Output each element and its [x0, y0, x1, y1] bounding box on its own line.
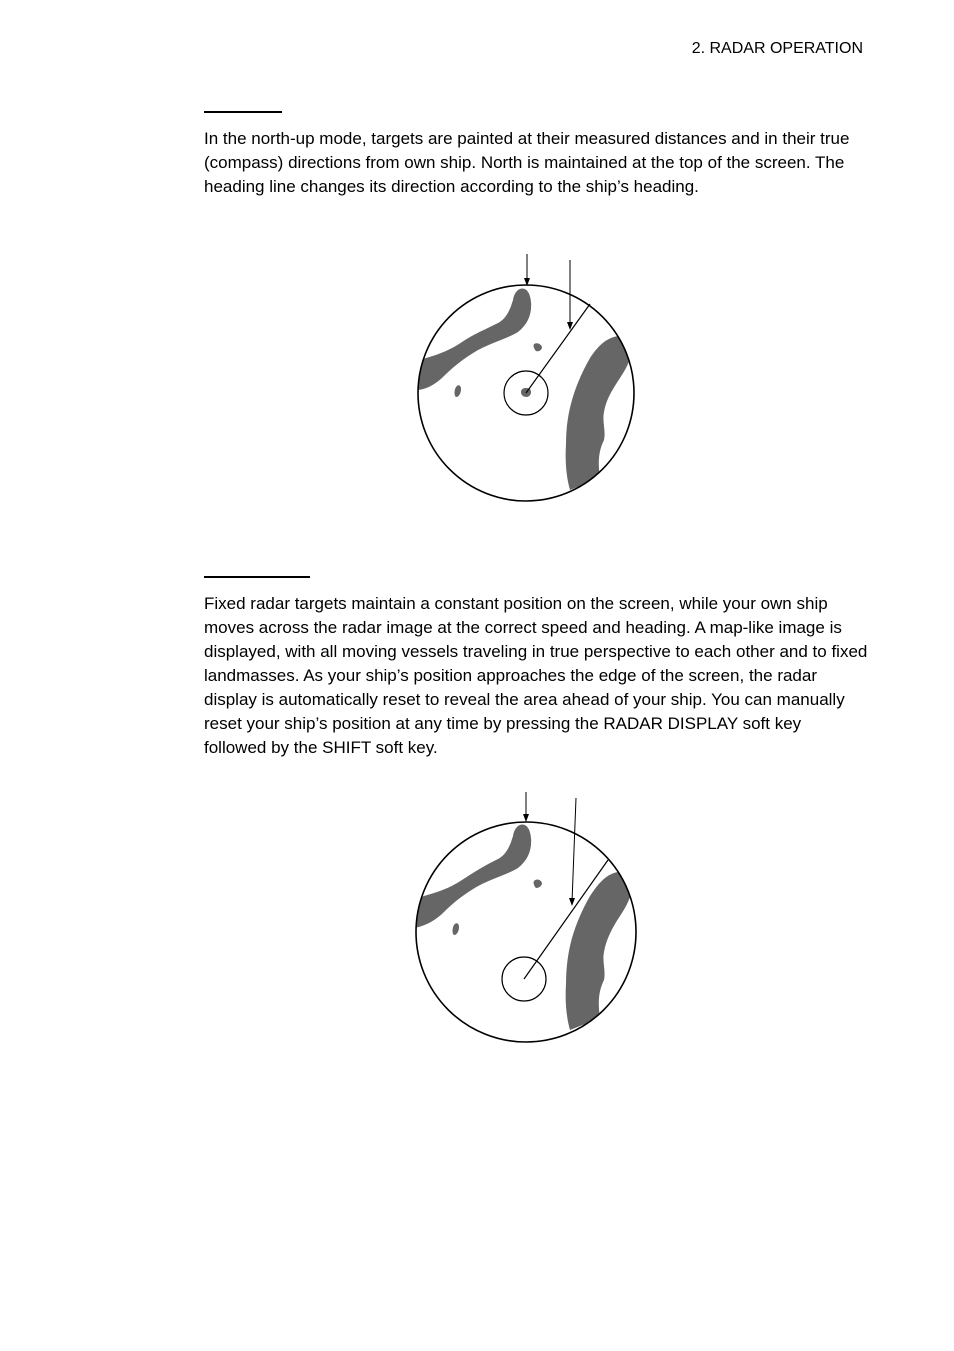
heading-line-arrowhead [569, 898, 575, 906]
heading-line-arrow [572, 798, 576, 902]
running-head: 2. RADAR OPERATION [691, 40, 863, 57]
echo-target-west [455, 385, 462, 397]
north-up-figure [400, 250, 660, 512]
north-up-radar-diagram [400, 250, 660, 512]
landmass-east [566, 336, 633, 490]
true-motion-figure [400, 788, 660, 1050]
north-up-description: In the north-up mode, targets are painted at their measured distances and in their true (compass) directions from own ship. North is maintained at the top of the screen. The heading line changes its direction according to the ship’s heading. [204, 129, 850, 196]
landmass-northwest [411, 825, 531, 929]
north-marker-arrowhead [523, 814, 529, 822]
landmass-east [566, 872, 633, 1030]
true-motion-radar-diagram [400, 788, 660, 1050]
echo-target-north [534, 880, 542, 888]
section-heading-rule-true-motion [204, 576, 310, 578]
echo-target-north [534, 343, 542, 351]
true-motion-description: Fixed radar targets maintain a constant position on the screen, while your own ship moves across the radar image at the correct speed and heading. A map-like image is displayed, with all moving vessels traveling in true perspective to each other and to fixed landmasses. As your ship’s position approaches the edge of the screen, the radar display is automatically reset to reveal the area ahead of your ship. You can manually reset your ship’s position at any time by pressing the RADAR DISPLAY soft key followed by the SHIFT soft key. [204, 594, 868, 757]
echo-target-west [453, 923, 460, 935]
section-heading-rule-north-up [204, 111, 282, 113]
